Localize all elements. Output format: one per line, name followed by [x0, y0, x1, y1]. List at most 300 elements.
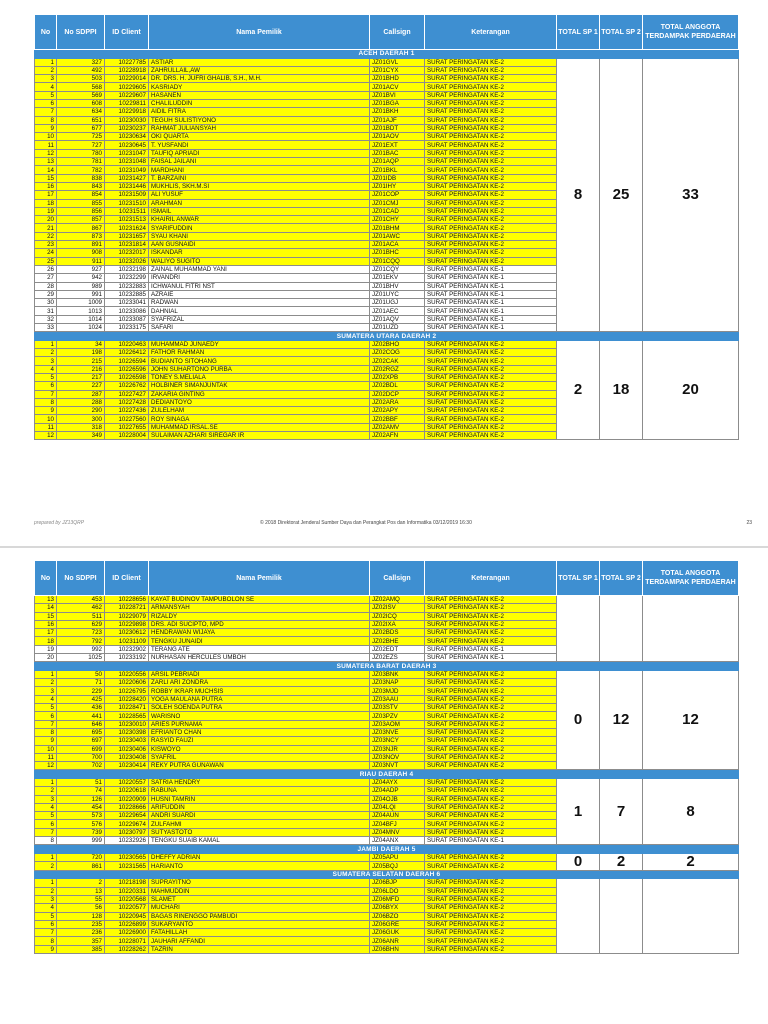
sdppi-cell: 573 — [57, 812, 105, 820]
row-number-cell: 33 — [35, 324, 57, 332]
header-total-sp2: TOTAL SP 2 — [600, 15, 643, 50]
id-client-cell: 10231624 — [105, 224, 149, 232]
total-sp1-cell: 2 — [557, 340, 600, 440]
callsign-cell: JZ01COP — [370, 191, 425, 199]
owner-name-cell: MUCHARI — [149, 904, 370, 912]
row-number-cell: 2 — [35, 66, 57, 74]
row-number-cell: 2 — [35, 787, 57, 795]
callsign-cell: JZ02BDL — [370, 382, 425, 390]
row-number-cell: 14 — [35, 604, 57, 612]
id-client-cell: 10227436 — [105, 407, 149, 415]
copyright-line: © 2018 Direktorat Jenderal Sumber Daya dan Perangkat Pos dan Informatika 03/12/2019 16:30 — [260, 520, 472, 526]
id-client-cell: 10228471 — [105, 704, 149, 712]
id-client-cell: 10231511 — [105, 207, 149, 215]
id-client-cell: 10231657 — [105, 232, 149, 240]
owner-name-cell: SUPRAYITNO — [149, 879, 370, 887]
id-client-cell: 10230414 — [105, 762, 149, 770]
callsign-cell: JZ01BKH — [370, 108, 425, 116]
sdppi-cell: 287 — [57, 390, 105, 398]
total-sp1-cell — [557, 879, 600, 954]
owner-name-cell: TONEY S.MELIALA — [149, 373, 370, 381]
id-client-cell: 10220557 — [105, 778, 149, 786]
owner-name-cell: DEDIANTOYO — [149, 398, 370, 406]
callsign-cell: JZ02EZS — [370, 654, 425, 662]
id-client-cell: 10220568 — [105, 895, 149, 903]
sdppi-cell: 927 — [57, 265, 105, 273]
id-client-cell: 10220945 — [105, 912, 149, 920]
table-row — [35, 340, 739, 348]
owner-name-cell: FATHOR RAHMAN — [149, 349, 370, 357]
callsign-cell: JZ03NOV — [370, 753, 425, 761]
callsign-cell: JZ02AMQ — [370, 596, 425, 604]
keterangan-cell: SURAT PERINGATAN KE-1 — [425, 307, 557, 315]
keterangan-cell: SURAT PERINGATAN KE-2 — [425, 862, 557, 871]
keterangan-cell: SURAT PERINGATAN KE-2 — [425, 58, 557, 66]
callsign-cell: JZ05APU — [370, 853, 425, 862]
id-client-cell: 10230645 — [105, 141, 149, 149]
id-client-cell: 10218198 — [105, 879, 149, 887]
table-row — [35, 853, 739, 862]
region-title: JAMBI DAERAH 5 — [35, 845, 739, 854]
keterangan-cell: SURAT PERINGATAN KE-2 — [425, 141, 557, 149]
table-row — [35, 670, 739, 678]
members-table — [34, 14, 739, 440]
header-callsign: Callsign — [370, 15, 425, 50]
id-client-cell: 10229014 — [105, 75, 149, 83]
keterangan-cell: SURAT PERINGATAN KE-2 — [425, 687, 557, 695]
keterangan-cell: SURAT PERINGATAN KE-2 — [425, 787, 557, 795]
id-client-cell: 10220618 — [105, 787, 149, 795]
callsign-cell: JZ03AAU — [370, 695, 425, 703]
row-number-cell: 12 — [35, 149, 57, 157]
callsign-cell: JZ02ISV — [370, 604, 425, 612]
keterangan-cell: SURAT PERINGATAN KE-2 — [425, 349, 557, 357]
keterangan-cell: SURAT PERINGATAN KE-2 — [425, 423, 557, 431]
row-number-cell: 24 — [35, 249, 57, 257]
owner-name-cell: RADWAN — [149, 299, 370, 307]
keterangan-cell: SURAT PERINGATAN KE-2 — [425, 620, 557, 628]
owner-name-cell: ALI YUSUF — [149, 191, 370, 199]
region-header-row — [35, 770, 739, 779]
keterangan-cell: SURAT PERINGATAN KE-2 — [425, 390, 557, 398]
owner-name-cell: TEGUH SULISTIYONO — [149, 116, 370, 124]
sdppi-cell: 441 — [57, 712, 105, 720]
keterangan-cell: SURAT PERINGATAN KE-2 — [425, 116, 557, 124]
owner-name-cell: ARIES PURNAMA — [149, 720, 370, 728]
id-client-cell: 10220463 — [105, 340, 149, 348]
owner-name-cell: ZULELHAM — [149, 407, 370, 415]
sdppi-cell: 215 — [57, 357, 105, 365]
callsign-cell: JZ01BKL — [370, 166, 425, 174]
id-client-cell: 10231446 — [105, 182, 149, 190]
sdppi-cell: 216 — [57, 365, 105, 373]
owner-name-cell: BAGAS RINENGGO PAMBUDI — [149, 912, 370, 920]
row-number-cell: 6 — [35, 99, 57, 107]
total-sp2-cell: 25 — [600, 58, 643, 332]
sheet-table-page-1 — [34, 14, 738, 440]
id-client-cell: 10230398 — [105, 728, 149, 736]
row-number-cell: 18 — [35, 637, 57, 645]
callsign-cell: JZ01CAD — [370, 207, 425, 215]
sdppi-cell: 695 — [57, 728, 105, 736]
id-client-cell: 10231814 — [105, 241, 149, 249]
sdppi-cell: 51 — [57, 778, 105, 786]
table-body — [35, 50, 739, 440]
owner-name-cell: BUDIANTO SITOHANG — [149, 357, 370, 365]
sdppi-cell: 454 — [57, 803, 105, 811]
callsign-cell: JZ02ARA — [370, 398, 425, 406]
owner-name-cell: SYARIFUDDIN — [149, 224, 370, 232]
row-number-cell: 10 — [35, 745, 57, 753]
total-anggota-cell — [643, 596, 739, 662]
row-number-cell: 1 — [35, 58, 57, 66]
owner-name-cell: ARIFUDDIN — [149, 803, 370, 811]
callsign-cell: JZ01AWC — [370, 232, 425, 240]
keterangan-cell: SURAT PERINGATAN KE-2 — [425, 778, 557, 786]
sdppi-cell: 569 — [57, 91, 105, 99]
sdppi-cell: 1014 — [57, 315, 105, 323]
total-anggota-cell: 8 — [643, 778, 739, 844]
total-sp2-cell: 12 — [600, 670, 643, 770]
row-number-cell: 9 — [35, 737, 57, 745]
id-client-cell: 10229918 — [105, 108, 149, 116]
row-number-cell: 7 — [35, 929, 57, 937]
id-client-cell: 10228262 — [105, 945, 149, 953]
total-sp2-cell: 7 — [600, 778, 643, 844]
owner-name-cell: ISMAIL — [149, 207, 370, 215]
callsign-cell: JZ01CQY — [370, 265, 425, 273]
keterangan-cell: SURAT PERINGATAN KE-2 — [425, 66, 557, 74]
row-number-cell: 1 — [35, 778, 57, 786]
sdppi-cell: 2 — [57, 879, 105, 887]
owner-name-cell: T. YUSFANDI — [149, 141, 370, 149]
keterangan-cell: SURAT PERINGATAN KE-2 — [425, 191, 557, 199]
row-number-cell: 3 — [35, 895, 57, 903]
row-number-cell: 6 — [35, 712, 57, 720]
id-client-cell: 10229811 — [105, 99, 149, 107]
row-number-cell: 9 — [35, 945, 57, 953]
callsign-cell: JZ02IXA — [370, 620, 425, 628]
callsign-cell: JZ01ACA — [370, 241, 425, 249]
sdppi-cell: 568 — [57, 83, 105, 91]
sdppi-cell: 999 — [57, 837, 105, 845]
sdppi-cell: 1025 — [57, 654, 105, 662]
sdppi-cell: 720 — [57, 853, 105, 862]
keterangan-cell: SURAT PERINGATAN KE-1 — [425, 282, 557, 290]
region-title: SUMATERA UTARA DAERAH 2 — [35, 332, 739, 341]
header-no: No — [35, 15, 57, 50]
owner-name-cell: RAHMAT JULIANSYAH — [149, 124, 370, 132]
row-number-cell: 16 — [35, 620, 57, 628]
id-client-cell: 10226899 — [105, 920, 149, 928]
header-nama-pemilik: Nama Pemilik — [149, 561, 370, 596]
id-client-cell: 10220331 — [105, 887, 149, 895]
id-client-cell: 10220909 — [105, 795, 149, 803]
callsign-cell: JZ06LDO — [370, 887, 425, 895]
id-client-cell: 10232926 — [105, 837, 149, 845]
callsign-cell: JZ02APY — [370, 407, 425, 415]
callsign-cell: JZ06BYX — [370, 904, 425, 912]
sdppi-cell: 235 — [57, 920, 105, 928]
row-number-cell: 2 — [35, 862, 57, 871]
header-callsign: Callsign — [370, 561, 425, 596]
sdppi-cell: 13 — [57, 887, 105, 895]
keterangan-cell: SURAT PERINGATAN KE-2 — [425, 216, 557, 224]
row-number-cell: 10 — [35, 133, 57, 141]
owner-name-cell: KISWOYO — [149, 745, 370, 753]
owner-name-cell: ANDRI SUARDI — [149, 812, 370, 820]
owner-name-cell: IRVANDRI — [149, 274, 370, 282]
callsign-cell: JZ06GRE — [370, 920, 425, 928]
row-number-cell: 21 — [35, 224, 57, 232]
sdppi-cell: 126 — [57, 795, 105, 803]
sdppi-cell: 634 — [57, 108, 105, 116]
owner-name-cell: SUKARYANTO — [149, 920, 370, 928]
id-client-cell: 10228420 — [105, 695, 149, 703]
keterangan-cell: SURAT PERINGATAN KE-2 — [425, 937, 557, 945]
region-title: RIAU DAERAH 4 — [35, 770, 739, 779]
row-number-cell: 20 — [35, 216, 57, 224]
prepared-by: prepared by JZ13QRP — [34, 520, 85, 526]
keterangan-cell: SURAT PERINGATAN KE-1 — [425, 315, 557, 323]
owner-name-cell: DHEFFY ADRIAN — [149, 853, 370, 862]
id-client-cell: 10231049 — [105, 166, 149, 174]
keterangan-cell: SURAT PERINGATAN KE-2 — [425, 257, 557, 265]
id-client-cell: 10230408 — [105, 753, 149, 761]
id-client-cell: 10229654 — [105, 812, 149, 820]
total-sp1-cell: 0 — [557, 670, 600, 770]
callsign-cell: JZ01AOV — [370, 133, 425, 141]
keterangan-cell: SURAT PERINGATAN KE-2 — [425, 728, 557, 736]
callsign-cell: JZ03NVT — [370, 762, 425, 770]
row-number-cell: 8 — [35, 937, 57, 945]
id-client-cell: 10227427 — [105, 390, 149, 398]
sdppi-cell: 891 — [57, 241, 105, 249]
sdppi-cell: 349 — [57, 432, 105, 440]
owner-name-cell: HOLBINER SIMANJUNTAK — [149, 382, 370, 390]
sdppi-cell: 780 — [57, 149, 105, 157]
owner-name-cell: HENDRAWAN WIJAYA — [149, 629, 370, 637]
row-number-cell: 26 — [35, 265, 57, 273]
total-sp1-cell: 0 — [557, 853, 600, 870]
owner-name-cell: ARAHMAN — [149, 199, 370, 207]
row-number-cell: 4 — [35, 695, 57, 703]
row-number-cell: 2 — [35, 679, 57, 687]
id-client-cell: 10226762 — [105, 382, 149, 390]
sdppi-cell: 227 — [57, 382, 105, 390]
callsign-cell: JZ02CAK — [370, 357, 425, 365]
callsign-cell: JZ01BHM — [370, 224, 425, 232]
keterangan-cell: SURAT PERINGATAN KE-2 — [425, 828, 557, 836]
id-client-cell: 10226412 — [105, 349, 149, 357]
row-number-cell: 25 — [35, 257, 57, 265]
callsign-cell: JZ01AQV — [370, 315, 425, 323]
keterangan-cell: SURAT PERINGATAN KE-2 — [425, 670, 557, 678]
id-client-cell: 10231047 — [105, 149, 149, 157]
id-client-cell: 10232885 — [105, 290, 149, 298]
id-client-cell: 10231109 — [105, 637, 149, 645]
row-number-cell: 31 — [35, 307, 57, 315]
total-sp2-cell — [600, 596, 643, 662]
owner-name-cell: SUTYASTOTO — [149, 828, 370, 836]
sdppi-cell: 300 — [57, 415, 105, 423]
keterangan-cell: SURAT PERINGATAN KE-2 — [425, 762, 557, 770]
header-keterangan: Keterangan — [425, 15, 557, 50]
id-client-cell: 10220556 — [105, 670, 149, 678]
header-id-client: ID Client — [105, 561, 149, 596]
row-number-cell: 5 — [35, 912, 57, 920]
row-number-cell: 7 — [35, 390, 57, 398]
row-number-cell: 2 — [35, 349, 57, 357]
keterangan-cell: SURAT PERINGATAN KE-2 — [425, 241, 557, 249]
keterangan-cell: SURAT PERINGATAN KE-2 — [425, 912, 557, 920]
table-row — [35, 596, 739, 604]
callsign-cell: JZ02DCP — [370, 390, 425, 398]
owner-name-cell: HARIANTO — [149, 862, 370, 871]
sdppi-cell: 908 — [57, 249, 105, 257]
sdppi-cell: 492 — [57, 66, 105, 74]
keterangan-cell: SURAT PERINGATAN KE-2 — [425, 887, 557, 895]
row-number-cell: 6 — [35, 920, 57, 928]
id-client-cell: 10233087 — [105, 315, 149, 323]
callsign-cell: JZ02AMV — [370, 423, 425, 431]
owner-name-cell: FAISAL JAILANI — [149, 158, 370, 166]
header-total-anggota: TOTAL ANGGOTA TERDAMPAK PERDAERAH — [643, 561, 739, 596]
sdppi-cell: 290 — [57, 407, 105, 415]
sdppi-cell: 425 — [57, 695, 105, 703]
sdppi-cell: 453 — [57, 596, 105, 604]
sdppi-cell: 50 — [57, 670, 105, 678]
row-number-cell: 13 — [35, 596, 57, 604]
callsign-cell: JZ04LQI — [370, 803, 425, 811]
keterangan-cell: SURAT PERINGATAN KE-2 — [425, 149, 557, 157]
keterangan-cell: SURAT PERINGATAN KE-2 — [425, 795, 557, 803]
sdppi-cell: 911 — [57, 257, 105, 265]
callsign-cell: JZ01AQP — [370, 158, 425, 166]
keterangan-cell: SURAT PERINGATAN KE-2 — [425, 398, 557, 406]
header-id-client: ID Client — [105, 15, 149, 50]
keterangan-cell: SURAT PERINGATAN KE-2 — [425, 895, 557, 903]
region-title: SUMATERA SELATAN DAERAH 6 — [35, 870, 739, 879]
owner-name-cell: SYAU KHANI — [149, 232, 370, 240]
sdppi-cell: 739 — [57, 828, 105, 836]
keterangan-cell: SURAT PERINGATAN KE-2 — [425, 432, 557, 440]
owner-name-cell: ZULFAHMI — [149, 820, 370, 828]
region-header-row — [35, 845, 739, 854]
owner-name-cell: EFRIANTO CHAN — [149, 728, 370, 736]
owner-name-cell: MUHAMMAD JUNAEDY — [149, 340, 370, 348]
id-client-cell: 10230237 — [105, 124, 149, 132]
row-number-cell: 3 — [35, 75, 57, 83]
id-client-cell: 10229607 — [105, 91, 149, 99]
row-number-cell: 5 — [35, 373, 57, 381]
sdppi-cell: 318 — [57, 423, 105, 431]
id-client-cell: 10231513 — [105, 216, 149, 224]
id-client-cell: 10230406 — [105, 745, 149, 753]
keterangan-cell: SURAT PERINGATAN KE-2 — [425, 812, 557, 820]
total-anggota-cell — [643, 879, 739, 954]
row-number-cell: 8 — [35, 398, 57, 406]
owner-name-cell: SLAMET — [149, 895, 370, 903]
id-client-cell: 10228004 — [105, 432, 149, 440]
callsign-cell: JZ04AUN — [370, 812, 425, 820]
sdppi-cell: 646 — [57, 720, 105, 728]
row-number-cell: 9 — [35, 407, 57, 415]
callsign-cell: JZ02BDS — [370, 629, 425, 637]
id-client-cell: 10230612 — [105, 629, 149, 637]
keterangan-cell: SURAT PERINGATAN KE-2 — [425, 803, 557, 811]
keterangan-cell: SURAT PERINGATAN KE-2 — [425, 207, 557, 215]
row-number-cell: 11 — [35, 753, 57, 761]
callsign-cell: JZ01AJF — [370, 116, 425, 124]
page-number: 23 — [746, 520, 752, 526]
keterangan-cell: SURAT PERINGATAN KE-2 — [425, 199, 557, 207]
id-client-cell: 10230797 — [105, 828, 149, 836]
id-client-cell: 10232198 — [105, 265, 149, 273]
row-number-cell: 1 — [35, 340, 57, 348]
row-number-cell: 27 — [35, 274, 57, 282]
row-number-cell: 3 — [35, 357, 57, 365]
keterangan-cell: SURAT PERINGATAN KE-2 — [425, 91, 557, 99]
sdppi-cell: 511 — [57, 612, 105, 620]
header-total-sp2: TOTAL SP 2 — [600, 561, 643, 596]
sdppi-cell: 576 — [57, 820, 105, 828]
keterangan-cell: SURAT PERINGATAN KE-2 — [425, 737, 557, 745]
callsign-cell: JZ02XPB — [370, 373, 425, 381]
sdppi-cell: 843 — [57, 182, 105, 190]
owner-name-cell: AZRAIE — [149, 290, 370, 298]
row-number-cell: 12 — [35, 762, 57, 770]
keterangan-cell: SURAT PERINGATAN KE-1 — [425, 324, 557, 332]
row-number-cell: 20 — [35, 654, 57, 662]
row-number-cell: 10 — [35, 415, 57, 423]
total-sp1-cell — [557, 596, 600, 662]
members-table — [34, 560, 739, 954]
owner-name-cell: ROY SINAGA — [149, 415, 370, 423]
keterangan-cell: SURAT PERINGATAN KE-2 — [425, 133, 557, 141]
id-client-cell: 10229605 — [105, 83, 149, 91]
row-number-cell: 2 — [35, 887, 57, 895]
callsign-cell: JZ02EDT — [370, 645, 425, 653]
owner-name-cell: KAYAT BUDINOV TAMPUBOLON SE — [149, 596, 370, 604]
id-client-cell: 10231048 — [105, 158, 149, 166]
owner-name-cell: ROBBY IKRAR MUCHSIS — [149, 687, 370, 695]
owner-name-cell: MAHMUDDIN — [149, 887, 370, 895]
id-client-cell: 10226795 — [105, 687, 149, 695]
sdppi-cell: 1024 — [57, 324, 105, 332]
callsign-cell: JZ01IHY — [370, 182, 425, 190]
owner-name-cell: SOLEH SOENDA PUTRA — [149, 704, 370, 712]
keterangan-cell: SURAT PERINGATAN KE-2 — [425, 695, 557, 703]
row-number-cell: 4 — [35, 803, 57, 811]
keterangan-cell: SURAT PERINGATAN KE-2 — [425, 83, 557, 91]
sdppi-cell: 781 — [57, 158, 105, 166]
callsign-cell: JZ02BBF — [370, 415, 425, 423]
sdppi-cell: 697 — [57, 737, 105, 745]
sdppi-cell: 288 — [57, 398, 105, 406]
id-client-cell: 10230634 — [105, 133, 149, 141]
total-sp1-cell: 1 — [557, 778, 600, 844]
header-total-sp1: TOTAL SP 1 — [557, 15, 600, 50]
owner-name-cell: WARISNO — [149, 712, 370, 720]
row-number-cell: 7 — [35, 720, 57, 728]
callsign-cell: JZ01BHC — [370, 249, 425, 257]
sdppi-cell: 991 — [57, 290, 105, 298]
callsign-cell: JZ02COG — [370, 349, 425, 357]
sdppi-cell: 873 — [57, 232, 105, 240]
keterangan-cell: SURAT PERINGATAN KE-2 — [425, 712, 557, 720]
keterangan-cell: SURAT PERINGATAN KE-2 — [425, 637, 557, 645]
